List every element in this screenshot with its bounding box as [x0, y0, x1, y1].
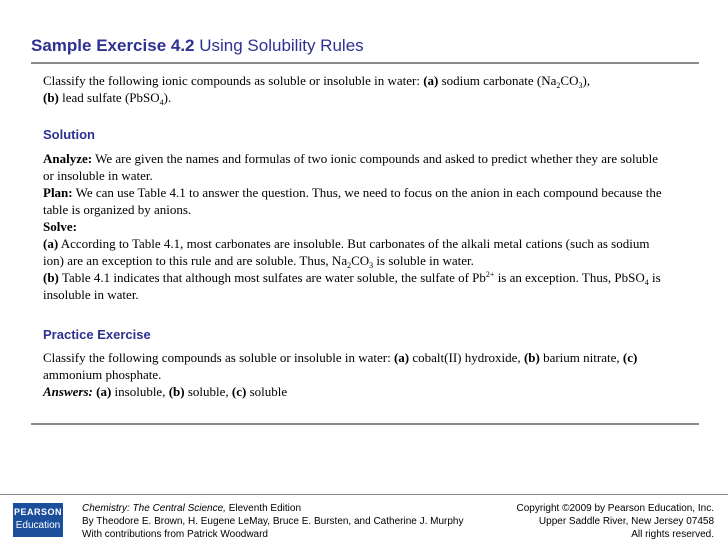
problem-statement: Classify the following ionic compounds as soluble or insoluble in water: (a) sodium carbonate $(Na_2CO_3)$, (b) lead sulfate (PbSO$_4$). — [43, 73, 591, 107]
footer-rule — [0, 494, 728, 495]
practice-heading: Practice Exercise — [43, 327, 151, 342]
solution-heading: Solution — [43, 127, 95, 142]
page-title: Sample Exercise 4.2 Using Solubility Rules — [31, 36, 364, 55]
copyright: Copyright ©2009 by Pearson Education, Inc. Upper Saddle River, New Jersey 07458 All rights reserved. — [516, 503, 714, 540]
pearson-logo: PEARSON Education — [13, 503, 63, 537]
solution-body: Analyze: We are given the names and formulas of two ionic compounds and asked to predict whether they are soluble or insoluble in water. Plan: We can use Table 4.1 to answer the question. Thus, we need to focus on the anion in each compound because the table is organized by anions. Solve: (a) According to Table 4.1, most carbonates are insoluble. But carbonates of the alkali metal cations (such as sodium ion) are an exception to this rule and are soluble. Thus, $Na_2CO_3$ is soluble in water. (b) Table 4.1 indicates that although most sulfates are water soluble, the sulfate of $Pb^{2+}$ is an exception. Thus, PbSO$_4$ is insoluble in water. — [43, 151, 662, 302]
citation: Chemistry: The Central Science, Eleventh Edition By Theodore E. Brown, H. Eugene LeMay, Bruce E. Bursten, and Catherine J. Murphy With contributions from Patrick Woodward — [82, 503, 464, 540]
title-rule — [31, 62, 699, 64]
content-bottom-rule — [31, 423, 699, 425]
practice-body: Classify the following compounds as soluble or insoluble in water: (a) cobalt(II) hydroxide, (b) barium nitrate, (c) ammonium phosphate. Answers: (a) insoluble, (b) soluble, (c) soluble — [43, 350, 638, 399]
